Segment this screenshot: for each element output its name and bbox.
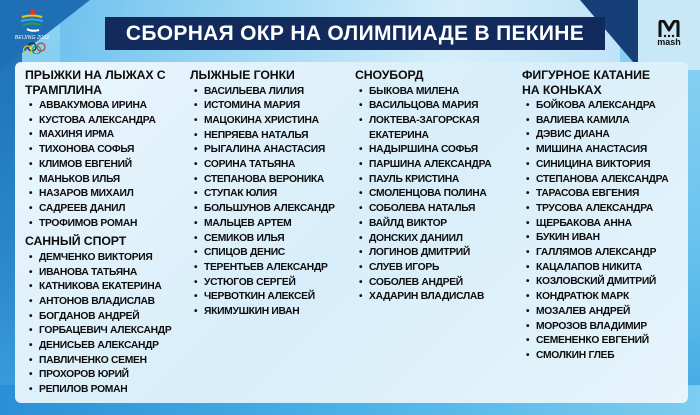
column-3 [355, 68, 515, 305]
list-item: • МОРОЗОВ ВЛАДИМИР [526, 320, 647, 332]
section-title: ФИГУРНОЕ КАТАНИЕ НА КОНЬКАХ [522, 68, 650, 97]
list-item: • РЕПИЛОВ РОМАН [29, 384, 128, 396]
list-item: • ТАРАСОВА ЕВГЕНИЯ [526, 188, 640, 200]
list-item: • КАТНИКОВА ЕКАТЕРИНА [29, 281, 162, 293]
list-item: • ЯКИМУШКИН ИВАН [194, 306, 300, 318]
list-item: • СЛУЕВ ИГОРЬ [359, 261, 440, 273]
list-item: • ПАУЛЬ КРИСТИНА [359, 173, 460, 185]
list-item: • БОЙКОВА АЛЕКСАНДРА [526, 100, 656, 111]
list-item: • НЕПРЯЕВА НАТАЛЬЯ [194, 129, 309, 141]
list-item: • ЛОГИНОВ ДМИТРИЙ [359, 247, 470, 259]
athlete-list [522, 99, 697, 364]
list-item: • БОГДАНОВ АНДРЕЙ [29, 310, 140, 322]
olympic-rings-icon [17, 42, 47, 54]
list-item: • ДОНСКИХ ДАНИИЛ [359, 232, 463, 244]
list-item: • ПРОХОРОВ ЮРИЙ [29, 369, 129, 381]
section-figure-skating [522, 68, 697, 364]
list-item: • КОЗЛОВСКИЙ ДМИТРИЙ [526, 276, 657, 288]
list-item: • ТРУСОВА АЛЕКСАНДРА [526, 202, 654, 214]
section-title: ПРЫЖКИ НА ЛЫЖАХ С ТРАМПЛИНА [25, 68, 166, 97]
section-title: САННЫЙ СПОРТ [25, 234, 127, 249]
list-item: • ГОРБАЦЕВИЧ АЛЕКСАНДР [29, 325, 172, 337]
list-item: • СТЕПАНОВА ВЕРОНИКА [194, 173, 325, 185]
list-item: • СЕМЕНЕНКО ЕВГЕНИЙ [526, 335, 649, 347]
list-item: • СМОЛКИН ГЛЕБ [526, 349, 615, 361]
list-item: • СОБОЛЕВА НАТАЛЬЯ [359, 203, 476, 215]
list-item: • КАЦАЛАПОВ НИКИТА [526, 261, 642, 273]
list-item: • ПАРШИНА АЛЕКСАНДРА [359, 159, 492, 171]
list-item: • ЩЕРБАКОВА АННА [526, 217, 632, 229]
list-item: • ЛОКТЕВА-ЗАГОРСКАЯ ЕКАТЕРИНА [359, 114, 480, 141]
list-item: • МАНЬКОВ ИЛЬЯ [29, 173, 120, 185]
column-4 [522, 68, 697, 364]
page-title: СБОРНАЯ ОКР НА ОЛИМПИАДЕ В ПЕКИНЕ [125, 21, 585, 45]
section-title: ЛЫЖНЫЕ ГОНКИ [190, 68, 295, 82]
list-item: • ХАДАРИН ВЛАДИСЛАВ [359, 291, 485, 303]
list-item: • САДРЕЕВ ДАНИЛ [29, 202, 126, 214]
list-item: • АНТОНОВ ВЛАДИСЛАВ [29, 295, 155, 307]
list-item: • СОРИНА ТАТЬЯНА [194, 159, 296, 171]
list-item: • ИСТОМИНА МАРИЯ [194, 100, 300, 112]
section-ski-jumping [25, 68, 185, 231]
list-item: • КЛИМОВ ЕВГЕНИЙ [29, 158, 132, 170]
list-item: • БЫКОВА МИЛЕНА [359, 85, 460, 97]
title-bar [105, 17, 605, 50]
logo-caption: BEIJING 2022 [14, 35, 50, 41]
list-item: • СМОЛЕНЦОВА ПОЛИНА [359, 188, 487, 200]
athlete-list [190, 85, 350, 320]
list-item: • МАЦОКИНА ХРИСТИНА [194, 114, 319, 126]
beijing-2022-logo [10, 8, 54, 60]
list-item: • БУКИН ИВАН [526, 232, 600, 244]
list-item: • ТИХОНОВА СОФЬЯ [29, 144, 135, 156]
list-item: • МОЗАЛЕВ АНДРЕЙ [526, 305, 631, 317]
list-item: • МАЛЬЦЕВ АРТЕМ [194, 217, 292, 229]
list-item: • СПИЦОВ ДЕНИС [194, 247, 285, 259]
mash-wordmark: mash [657, 37, 681, 47]
list-item: • СИНИЦИНА ВИКТОРИЯ [526, 158, 651, 170]
list-item: • НАДЫРШИНА СОФЬЯ [359, 144, 478, 156]
athlete-list [25, 251, 185, 398]
list-item: • ВАЙЛД ВИКТОР [359, 217, 447, 229]
list-item: • СЕМИКОВ ИЛЬЯ [194, 232, 285, 244]
mash-m-icon [658, 20, 680, 38]
list-item: • МАХИНЯ ИРМА [29, 129, 114, 141]
column-2 [190, 68, 350, 320]
section-luge [25, 234, 185, 398]
list-item: • МИШИНА АНАСТАСИЯ [526, 144, 647, 156]
list-item: • ДЕМЧЕНКО ВИКТОРИЯ [29, 251, 153, 263]
list-item: • ДЕНИСЬЕВ АЛЕКСАНДР [29, 340, 159, 352]
list-item: • УСТЮГОВ СЕРГЕЙ [194, 276, 296, 288]
list-item: • ПАВЛИЧЕНКО СЕМЕН [29, 354, 147, 366]
list-item: • ДЭВИС ДИАНА [526, 129, 610, 141]
mash-logo [654, 20, 684, 50]
list-item: • ЧЕРВОТКИН АЛЕКСЕЙ [194, 291, 315, 303]
list-item: • ВАСИЛЬЦОВА МАРИЯ [359, 100, 479, 112]
athlete-list [25, 99, 185, 231]
list-item: • БОЛЬШУНОВ АЛЕКСАНДР [194, 203, 335, 215]
athlete-list [355, 85, 515, 306]
section-cross-country [190, 68, 350, 320]
list-item: • ИВАНОВА ТАТЬЯНА [29, 266, 138, 278]
list-item: • СОБОЛЕВ АНДРЕЙ [359, 276, 463, 288]
section-title: СНОУБОРД [355, 68, 424, 82]
column-1 [25, 68, 185, 398]
list-item: • СТУПАК ЮЛИЯ [194, 188, 277, 200]
list-item: • РЫГАЛИНА АНАСТАСИЯ [194, 144, 325, 156]
list-item: • КУСТОВА АЛЕКСАНДРА [29, 114, 156, 126]
list-item: • КОНДРАТЮК МАРК [526, 291, 629, 303]
list-item: • ТЕРЕНТЬЕВ АЛЕКСАНДР [194, 261, 328, 273]
beijing-2022-emblem-icon [18, 8, 46, 34]
list-item: • ТРОФИМОВ РОМАН [29, 217, 138, 229]
list-item: • СТЕПАНОВА АЛЕКСАНДРА [526, 173, 669, 185]
list-item: • АВВАКУМОВА ИРИНА [29, 100, 147, 111]
list-item: • НАЗАРОВ МИХАИЛ [29, 188, 134, 200]
list-item: • ВАСИЛЬЕВА ЛИЛИЯ [194, 85, 304, 97]
list-item: • ГАЛЛЯМОВ АЛЕКСАНДР [526, 247, 657, 259]
list-item: • ВАЛИЕВА КАМИЛА [526, 114, 630, 126]
section-snowboard [355, 68, 515, 305]
